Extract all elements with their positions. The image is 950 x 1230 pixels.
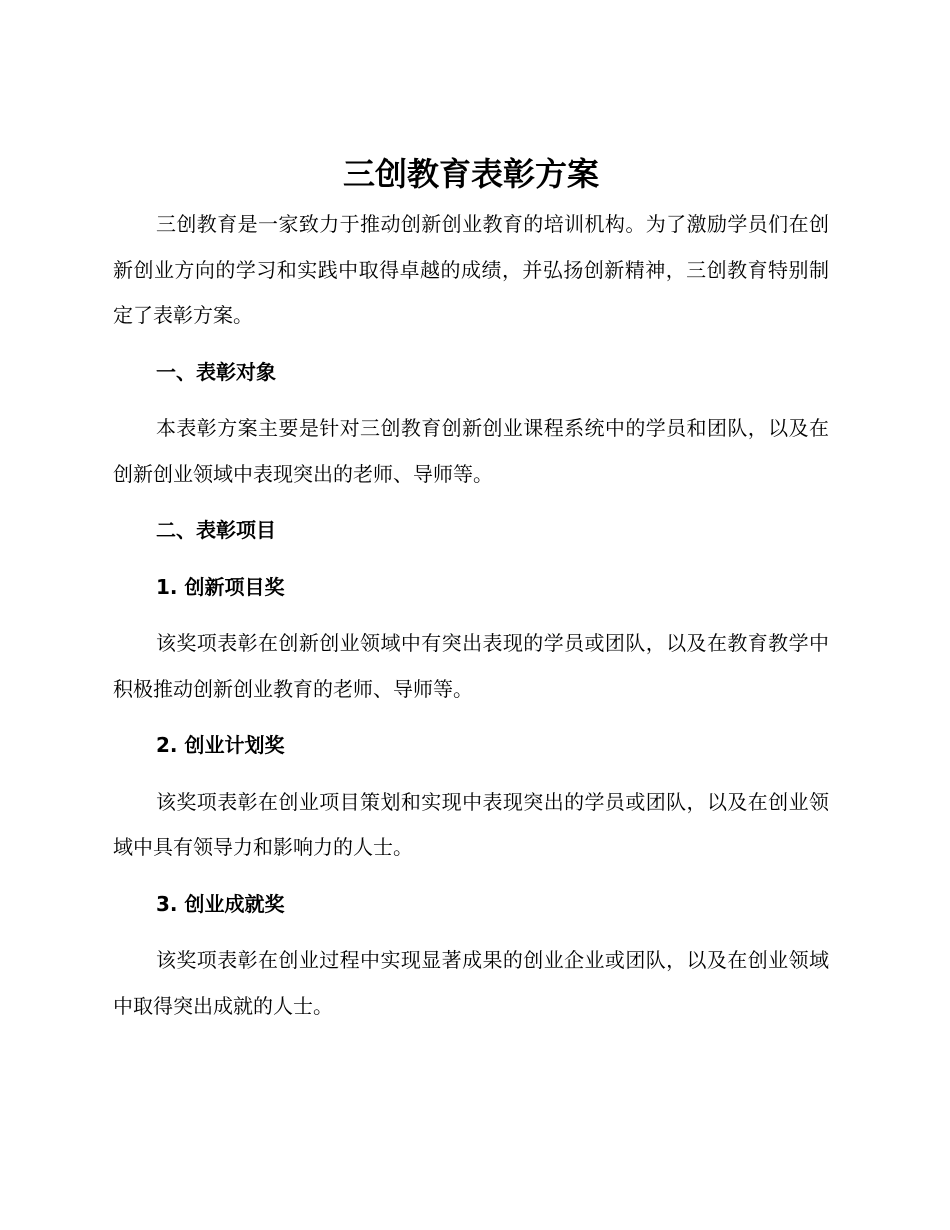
document-title: 三创教育表彰方案 — [342, 155, 599, 193]
award-text-achievement: 该奖项表彰在创业过程中实现显著成果的创业企业或团队，以及在创业领域中取得突出成就的人士。 — [113, 948, 829, 1018]
award-heading-achievement: 3. 创业成就奖 — [156, 891, 285, 916]
section-heading-recipients: 一、表彰对象 — [156, 359, 276, 384]
section-heading-awards: 二、表彰项目 — [156, 518, 276, 542]
award-heading-innovation: 1. 创新项目奖 — [156, 574, 285, 599]
section-text-recipients: 本表彰方案主要是针对三创教育创新创业课程系统中的学员和团队，以及在创新创业领域中表现突出的老师、导师等。 — [113, 416, 829, 486]
award-heading-business-plan: 2. 创业计划奖 — [156, 733, 285, 757]
document-body — [113, 148, 829, 1029]
intro-paragraph: 三创教育是一家致力于推动创新创业教育的培训机构。为了激励学员们在创新创业方向的学习和实践中取得卓越的成绩，并弘扬创新精神，三创教育特别制定了表彰方案。 — [113, 212, 829, 327]
award-text-business-plan: 该奖项表彰在创业项目策划和实现中表现突出的学员或团队，以及在创业领域中具有领导力和影响力的人士。 — [113, 789, 829, 859]
award-text-innovation: 该奖项表彰在创新创业领域中有突出表现的学员或团队，以及在教育教学中积极推动创新创业教育的老师、导师等。 — [113, 631, 829, 701]
